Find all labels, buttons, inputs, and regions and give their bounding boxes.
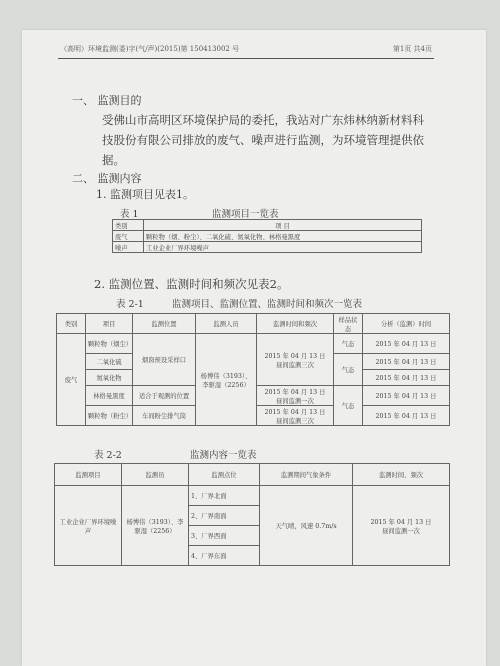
section-1-title: 一、 监测目的 bbox=[72, 94, 142, 107]
table21-time: 2015 年 04 月 13 日 昼间监测三次 bbox=[257, 334, 334, 386]
table22-time: 2015 年 04 月 13 日 昼间监测一次 bbox=[353, 486, 450, 566]
table22-point: 3、厂界西面 bbox=[189, 526, 260, 546]
table21-head: 类别 bbox=[57, 314, 86, 334]
table21-label: 表 2-1 bbox=[116, 299, 144, 310]
table21-time: 2015 年 04 月 13 日 昼间监测一次 bbox=[257, 386, 334, 406]
table22-label: 表 2-2 bbox=[94, 450, 122, 461]
section-1-text: 受佛山市高明区环境保护局的委托，我站对广东炜林纳新材料科技股份有限公司排放的废气、噪声进行监测，为环境管理提供依据。 bbox=[102, 113, 424, 167]
table21-staff: 杨博伟（3193）、李驱湿（2256） bbox=[196, 334, 257, 426]
table21-item: 氮氧化物 bbox=[86, 370, 133, 386]
table22-point: 4、厂界东面 bbox=[189, 546, 260, 566]
table22-head: 监测时间、频次 bbox=[353, 464, 450, 486]
table21-state: 气态 bbox=[334, 386, 363, 426]
table21-category: 废气 bbox=[57, 334, 86, 426]
table22-item: 工业企业厂界环境噪声 bbox=[55, 486, 122, 566]
table21-location: 烟囱预设采样口 bbox=[133, 334, 196, 386]
table22-point: 2、厂界南面 bbox=[189, 506, 260, 526]
table21-head: 分析（监测）时间 bbox=[363, 314, 450, 334]
table21-time: 2015 年 04 月 13 日 昼间监测三次 bbox=[257, 406, 334, 426]
table21-head: 监测时间和频次 bbox=[257, 314, 334, 334]
table21-analysis-date: 2015 年 04 月 13 日 bbox=[363, 406, 450, 426]
table22-head: 监测员 bbox=[122, 464, 189, 486]
table22-head: 监测项目 bbox=[55, 464, 122, 486]
table21-state: 气态 bbox=[334, 334, 363, 354]
table21-head: 监测位置 bbox=[133, 314, 196, 334]
table21-analysis-date: 2015 年 04 月 13 日 bbox=[363, 386, 450, 406]
table-row bbox=[57, 334, 450, 354]
table21-analysis-date: 2015 年 04 月 13 日 bbox=[363, 334, 450, 354]
table22-point: 1、厂界北面 bbox=[189, 486, 260, 506]
table22-head: 监测点位 bbox=[189, 464, 260, 486]
table21-analysis-date: 2015 年 04 月 13 日 bbox=[363, 370, 450, 386]
table21-state: 气态 bbox=[334, 354, 363, 386]
table21-head: 监测人员 bbox=[196, 314, 257, 334]
table1-cell: 工业企业厂界环境噪声 bbox=[144, 242, 422, 253]
table21-item: 颗粒物（烟尘） bbox=[86, 334, 133, 354]
table21-head: 项目 bbox=[86, 314, 133, 334]
section-2-title: 二、 监测内容 bbox=[72, 172, 142, 185]
table21-title: 监测项目、监测位置、监测时间和频次一览表 bbox=[172, 299, 363, 310]
table-2-1 bbox=[56, 313, 450, 426]
table22-head: 监测期间气象条件 bbox=[260, 464, 353, 486]
page-header bbox=[60, 44, 432, 54]
table1-cell: 颗粒物（烟、粉尘）、二氧化硫、氮氧化物、林格曼黑度 bbox=[144, 231, 422, 242]
table22-staff: 杨博伟（3193）、李驱湿（2256） bbox=[122, 486, 189, 566]
table1-cell: 噪声 bbox=[113, 242, 144, 253]
table21-item: 颗粒物（粉尘） bbox=[86, 406, 133, 426]
table-2-2 bbox=[54, 463, 450, 566]
table21-location: 车间粉尘排气筒 bbox=[133, 406, 196, 426]
table-row bbox=[113, 242, 422, 253]
table1-head-cat: 类别 bbox=[113, 220, 144, 231]
table-row bbox=[55, 486, 450, 506]
table1-title: 监测项目一览表 bbox=[212, 209, 279, 220]
page-number: 第1页 共4页 bbox=[392, 45, 432, 53]
header-rule bbox=[58, 58, 434, 59]
table21-item: 林格曼黑度 bbox=[86, 386, 133, 406]
table1 bbox=[112, 219, 422, 253]
table1-head-item: 项 目 bbox=[144, 220, 422, 231]
table21-analysis-date: 2015 年 04 月 13 日 bbox=[363, 354, 450, 370]
table21-item: 二氧化硫 bbox=[86, 354, 133, 370]
table-row bbox=[113, 231, 422, 242]
table22-weather: 天气晴，风速 0.7m/s bbox=[260, 486, 353, 566]
item-2: 2. 监测位置、监测时间和频次见表2。 bbox=[94, 277, 289, 291]
item-1: 1. 监测项目见表1。 bbox=[96, 188, 194, 201]
table1-cell: 废气 bbox=[113, 231, 144, 242]
table21-location: 适合于观测的位置 bbox=[133, 386, 196, 406]
table22-title: 监测内容一览表 bbox=[190, 450, 257, 461]
table21-head: 样品状态 bbox=[334, 314, 363, 334]
table1-label: 表 1 bbox=[120, 209, 139, 220]
report-number: （高明）环境监测(委)字(气/声)(2015)第 150413002 号 bbox=[60, 45, 240, 53]
